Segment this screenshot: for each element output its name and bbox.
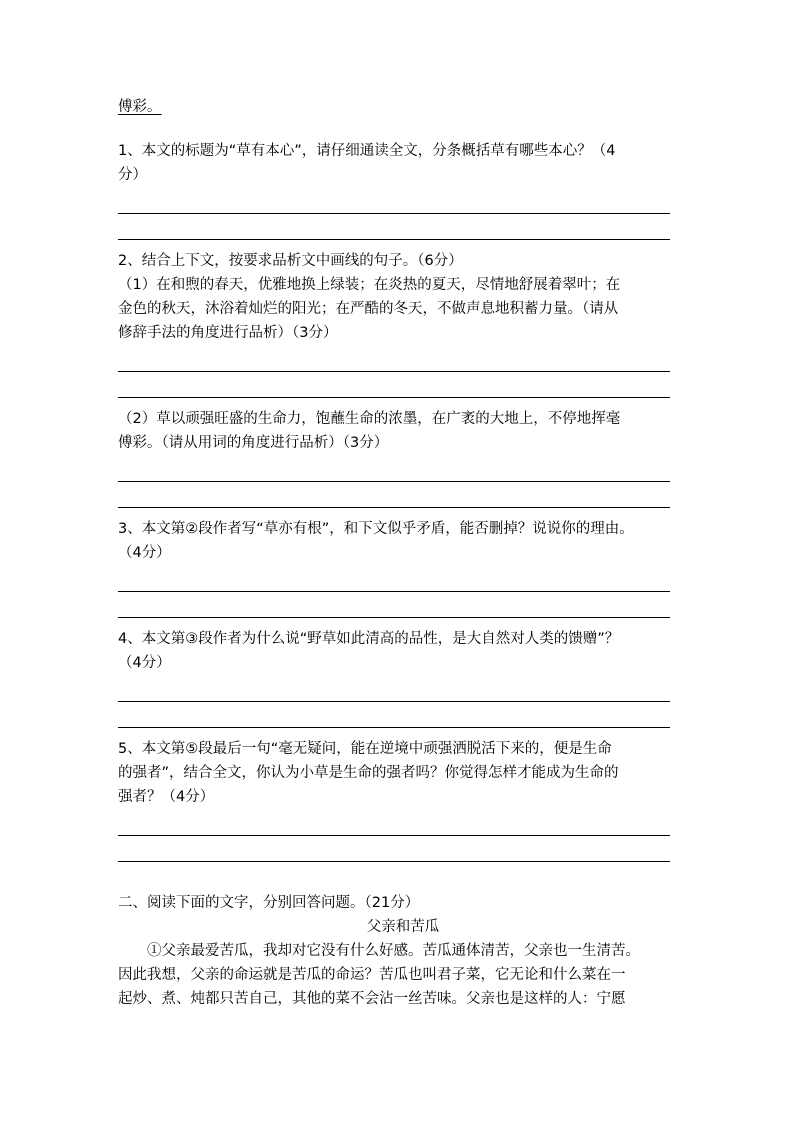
question-3-text-cont: （4分） bbox=[118, 545, 171, 561]
essay-paragraph-line: 起炒、煮、炖都只苦自己，其他的菜不会沾一丝苦味。父亲也是这样的人：宁愿 bbox=[118, 991, 626, 1007]
top-fragment: 傅彩。 bbox=[118, 99, 162, 115]
answer-line[interactable] bbox=[118, 685, 688, 711]
question-5-text: 强者？（4分） bbox=[118, 789, 215, 805]
answer-line[interactable] bbox=[118, 355, 688, 381]
essay-paragraph-line: ①父亲最爱苦瓜，我却对它没有什么好感。苦瓜通体清苦，父亲也一生清苦。 bbox=[147, 943, 640, 959]
question-4-text: 4、本文第③段作者为什么说“野草如此清高的品性，是大自然对人类的馈赠”？ bbox=[118, 631, 620, 647]
essay-paragraph-line: 因此我想，父亲的命运就是苦瓜的命运？苦瓜也叫君子菜，它无论和什么菜在一 bbox=[118, 967, 626, 983]
answer-line[interactable] bbox=[118, 223, 688, 249]
section-2-heading: 二、阅读下面的文字，分别回答问题。（21分） bbox=[118, 895, 420, 911]
question-1-text: 1、本文的标题为“草有本心”，请仔细通读全文，分条概括草有哪些本心？（4 bbox=[118, 143, 616, 159]
answer-line[interactable] bbox=[118, 575, 688, 601]
question-5-text: 的强者”，结合全文，你认为小草是生命的强者吗？你觉得怎样才能成为生命的 bbox=[118, 765, 619, 781]
answer-line[interactable] bbox=[118, 491, 688, 517]
question-1-text-cont: 分） bbox=[118, 167, 147, 183]
question-5-text: 5、本文第⑤段最后一句“毫无疑问，能在逆境中顽强洒脱活下来的，便是生命 bbox=[118, 741, 612, 757]
answer-line[interactable] bbox=[118, 465, 688, 491]
question-2-title: 2、结合上下文，按要求品析文中画线的句子。（6分） bbox=[118, 253, 463, 269]
exam-page bbox=[118, 95, 688, 1011]
question-4-text-cont: （4分） bbox=[118, 655, 171, 671]
answer-line[interactable] bbox=[118, 197, 688, 223]
answer-line[interactable] bbox=[118, 601, 688, 627]
essay-title: 父亲和苦瓜 bbox=[366, 919, 440, 935]
answer-line[interactable] bbox=[118, 819, 688, 845]
question-2-1-text: （1）在和煦的春天，优雅地换上绿装；在炎热的夏天，尽情地舒展着翠叶；在 bbox=[118, 277, 621, 293]
question-2-2-text: 傅彩。（请从用词的角度进行品析）（3分） bbox=[118, 435, 389, 451]
answer-line[interactable] bbox=[118, 845, 688, 871]
question-2-2-text: （2）草以顽强旺盛的生命力，饱蘸生命的浓墨，在广袤的大地上，不停地挥毫 bbox=[118, 411, 621, 427]
question-2-1-text: 修辞手法的角度进行品析）（3分） bbox=[118, 325, 338, 341]
answer-line[interactable] bbox=[118, 381, 688, 407]
answer-line[interactable] bbox=[118, 711, 688, 737]
question-2-1-text: 金色的秋天，沐浴着灿烂的阳光；在严酷的冬天，不做声息地积蓄力量。（请从 bbox=[118, 301, 619, 317]
question-3-text: 3、本文第②段作者写“草亦有根”，和下文似乎矛盾，能否删掉？说说你的理由。 bbox=[118, 521, 634, 537]
